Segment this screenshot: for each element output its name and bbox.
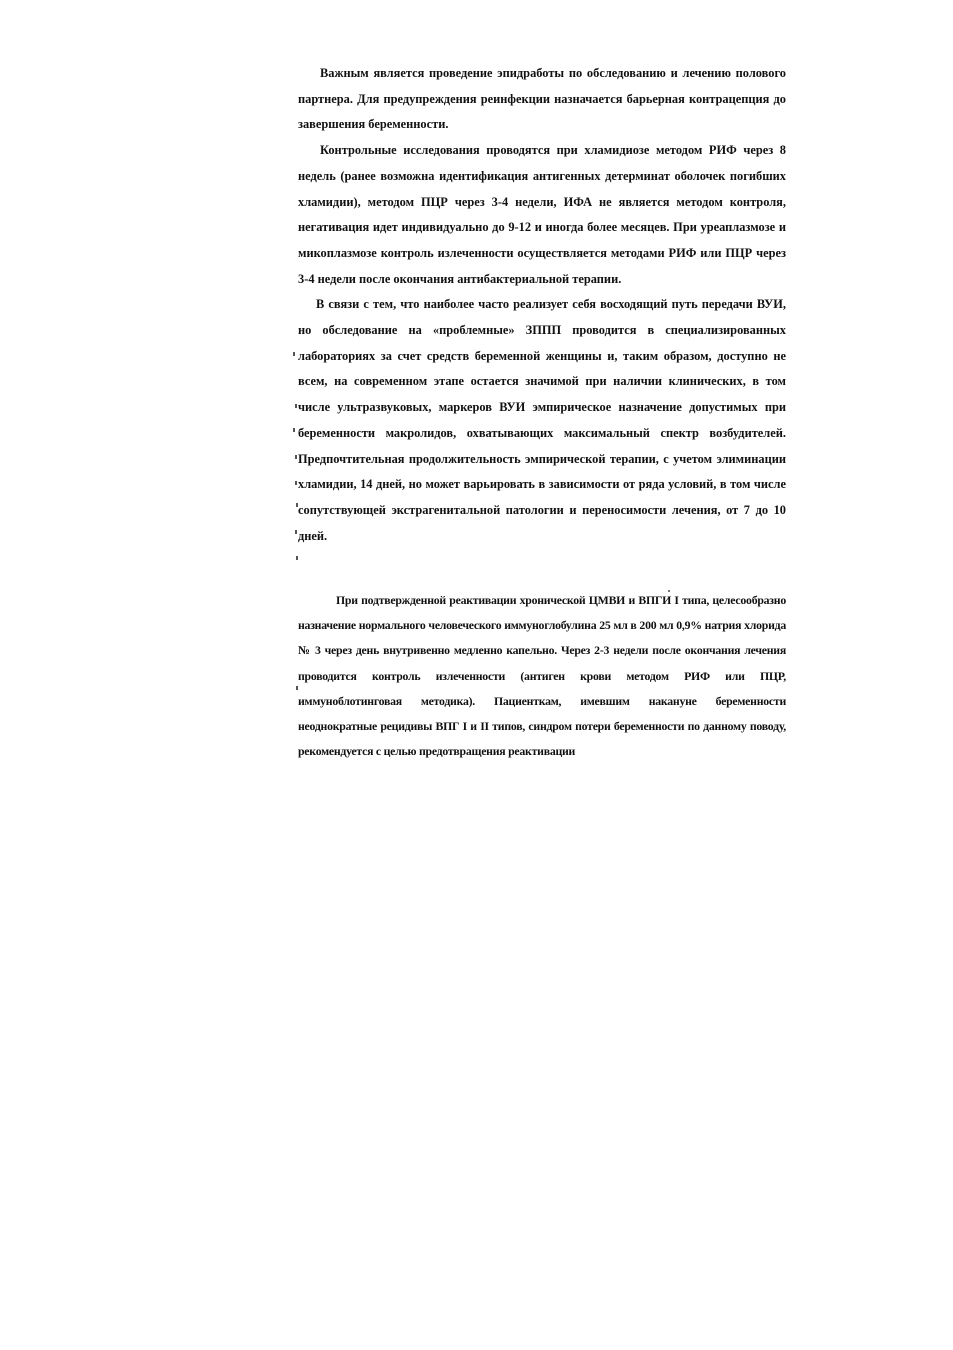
paragraph-empirical-therapy: В связи с тем, что наиболее часто реализует себя восходящий путь передачи ВУИ, но обследование на «проблемные» ЗППП проводится в специализированных лабораториях за счет средств беременной женщины и, таким образом, доступно не всем, на современном этапе остается значимой при наличии клинических, в том числе ультразвуковых, маркеров ВУИ эмпирическое назначение допустимых при беременности макролидов, охватывающих максимальный спектр возбудителей. Предпочтительная продолжительность эмпирической терапии, с учетом элиминации хламидии, 14 дней, но может варьировать в зависимости от ряда условий, в том числе сопутствующей экстрагенитальной патологии и переносимости лечения, от 7 до 10 дней. (298, 297, 786, 543)
scan-mark (668, 590, 670, 592)
scan-mark (295, 404, 297, 408)
scan-mark (295, 481, 297, 485)
scan-mark (296, 556, 298, 560)
paragraph-partner-treatment: Важным является проведение эпидработы по обследованию и лечению полового партнера. Для предупреждения реинфекции назначается барьерная контрацепция до завершения беременности. (298, 66, 786, 132)
paragraph-reactivation-treatment: При подтвержденной реактивации хронической ЦМВИ и ВПГИ I типа, целесообразно назначение нормального человеческого иммуноглобулина 25 мл в 200 мл 0,9% натрия хлорида № 3 через день внутривенно медленно капельно. Через 2-3 недели после окончания лечения проводится контроль излеченности (антиген крови методом РИФ или ПЦР, иммуноблотинговая методика). Пациенткам, имевшим накануне беременности неоднократные рецидивы ВПГ I и II типов, синдром потери беременности по данному поводу, рекомендуется с целью предотвращения реактивации (298, 593, 786, 759)
paragraph-control-studies: Контрольные исследования проводятся при хламидиозе методом РИФ через 8 недель (ранее возможна идентификация антигенных детерминат оболочек погибших хламидии), методом ПЦР через 3-4 недели, ИФА не является методом контроля, негативация идет индивидуально до 9-12 и иногда более месяцев. При уреаплазмозе и микоплазмозе контроль излеченности осуществляется методами РИФ или ПЦР через 3-4 недели после окончания антибактериальной терапии. (298, 143, 786, 286)
scan-mark (296, 503, 298, 507)
scan-mark (296, 686, 298, 690)
scan-mark (295, 455, 297, 459)
text-block-primary (298, 61, 786, 549)
scan-mark (293, 352, 295, 356)
text-block-secondary (298, 588, 786, 764)
scan-mark (293, 428, 295, 432)
scan-mark (295, 530, 297, 534)
